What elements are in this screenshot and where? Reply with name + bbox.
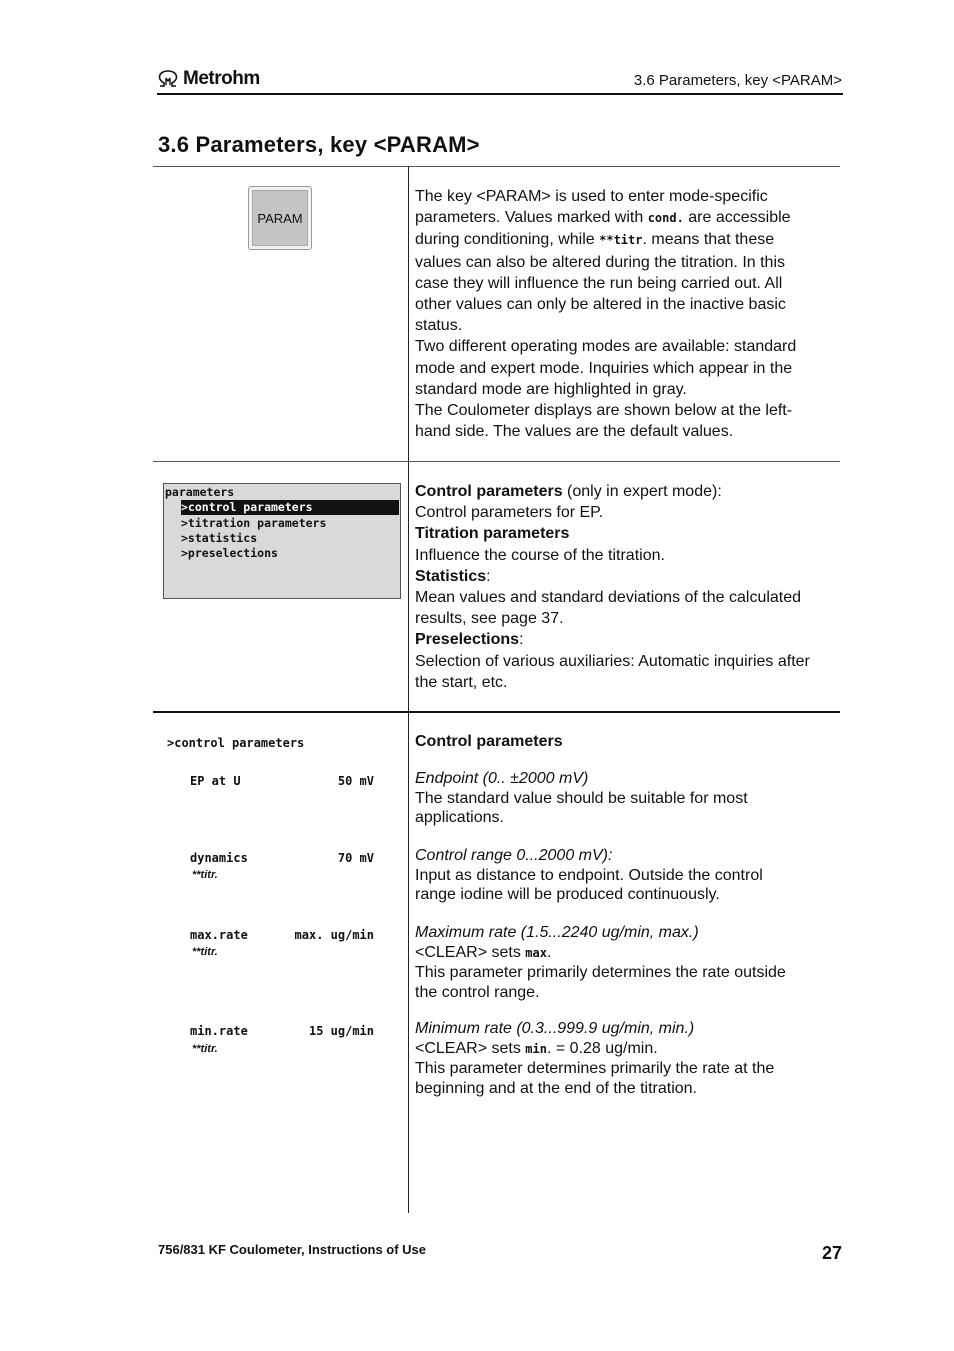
minrate-param-name: min.rate: [190, 1024, 248, 1038]
endpoint-desc: [415, 769, 840, 828]
text-line: Statistics:: [415, 567, 491, 585]
text-line: case they will influence the run being carried out. All: [415, 274, 783, 292]
text-line: Preselections:: [415, 631, 524, 649]
page-title: 3.6 Parameters, key <PARAM>: [158, 132, 480, 157]
lcd-line-title: parameters: [165, 485, 235, 499]
control-params-heading: Control parameters: [415, 733, 563, 750]
text-line: Two different operating modes are available: standard: [415, 338, 797, 356]
running-header: 3.6 Parameters, key <PARAM>: [633, 72, 842, 89]
header-rule: [157, 93, 843, 95]
text-line: Endpoint (0.. ±2000 mV): [415, 770, 589, 787]
text-line: <CLEAR> sets min. = 0.28 ug/min.: [415, 1039, 658, 1057]
text-line: Influence the course of the titration.: [415, 546, 665, 564]
text-line: This parameter determines primarily the rate at the: [415, 1060, 775, 1077]
column-divider: [408, 166, 409, 1213]
text-line: applications.: [415, 809, 504, 826]
metrohm-logo: [157, 68, 260, 90]
text-line: The Coulometer displays are shown below at the left-: [415, 402, 793, 420]
text-line: Titration parameters: [415, 525, 570, 543]
text-line: <CLEAR> sets max.: [415, 943, 552, 961]
lcd-line: >titration parameters: [181, 516, 327, 530]
text-line: Input as distance to endpoint. Outside the control: [415, 866, 763, 884]
section3-top-rule: [153, 711, 840, 713]
titr-code: **titr: [599, 233, 643, 248]
footer-doc-title: 756/831 KF Coulometer, Instructions of Use: [158, 1242, 427, 1257]
text-line: Control range 0...2000 mV):: [415, 847, 613, 864]
text-line: Mean values and standard deviations of the calculated: [415, 589, 802, 607]
text-line: Minimum rate (0.3...999.9 ug/min, min.): [415, 1020, 695, 1037]
text-line: results, see page 37.: [415, 610, 564, 628]
text-line: parameters. Values marked with cond. are accessible: [415, 209, 791, 227]
text-line: hand side. The values are the default values.: [415, 423, 734, 441]
lcd-line-selected: >control parameters: [181, 500, 399, 515]
text-line: Selection of various auxiliaries: Automatic inquiries after: [415, 652, 810, 670]
section1-top-rule: [153, 166, 840, 167]
text-line: values can also be altered during the titration. In this: [415, 253, 785, 271]
text-line: status.: [415, 317, 463, 335]
maxrate-param-name: max.rate: [190, 928, 248, 942]
text-line: standard mode are highlighted in gray.: [415, 380, 687, 398]
metrohm-omega-icon: [157, 70, 179, 88]
param-key-label: PARAM: [252, 190, 308, 246]
minrate-param-value: 15 ug/min: [308, 1024, 374, 1038]
lcd-line: >statistics: [181, 531, 258, 545]
max-code: max: [525, 945, 547, 960]
text-line: beginning and at the end of the titration.: [415, 1079, 697, 1097]
control-range-desc: [415, 846, 840, 905]
param-key: [248, 186, 312, 250]
ep-param-value: 50 mV: [337, 774, 374, 788]
section1-text: [415, 186, 840, 442]
titr-marker: **titr.: [192, 1043, 218, 1055]
min-rate-desc: [415, 1019, 840, 1098]
dynamics-param-value: 70 mV: [337, 851, 374, 865]
page-number: 27: [821, 1243, 842, 1263]
text-line: other values can only be altered in the inactive basic: [415, 296, 786, 314]
text-line: mode and expert mode. Inquiries which appear in the: [415, 359, 793, 377]
section2-text: [415, 481, 840, 693]
ep-param-name: EP at U: [190, 774, 241, 788]
titr-marker: **titr.: [192, 946, 218, 958]
section2-top-rule: [153, 461, 840, 462]
text-line: during conditioning, while **titr. means that these: [415, 231, 775, 249]
text-line: The standard value should be suitable for most: [415, 789, 748, 807]
control-params-title: >control parameters: [167, 736, 305, 750]
text-line: This parameter primarily determines the rate outside: [415, 964, 786, 981]
text-line: the start, etc.: [415, 673, 508, 691]
text-line: the control range.: [415, 983, 540, 1001]
text-line: Maximum rate (1.5...2240 ug/min, max.): [415, 924, 699, 941]
titr-marker: **titr.: [192, 869, 218, 881]
lcd-line: >preselections: [181, 546, 278, 560]
min-code: min: [525, 1041, 547, 1056]
cond-code: cond.: [647, 211, 684, 226]
lcd-display: [163, 483, 401, 599]
dynamics-param-name: dynamics: [190, 851, 248, 865]
text-line: range iodine will be produced continuously.: [415, 886, 720, 903]
maxrate-param-value: max. ug/min: [294, 928, 374, 942]
max-rate-desc: [415, 923, 840, 1002]
text-line: Control parameters for EP.: [415, 504, 604, 522]
text-line: Control parameters (only in expert mode):: [415, 483, 722, 500]
text-line: The key <PARAM> is used to enter mode-specific: [415, 188, 768, 205]
brand-name: Metrohm: [183, 68, 260, 89]
